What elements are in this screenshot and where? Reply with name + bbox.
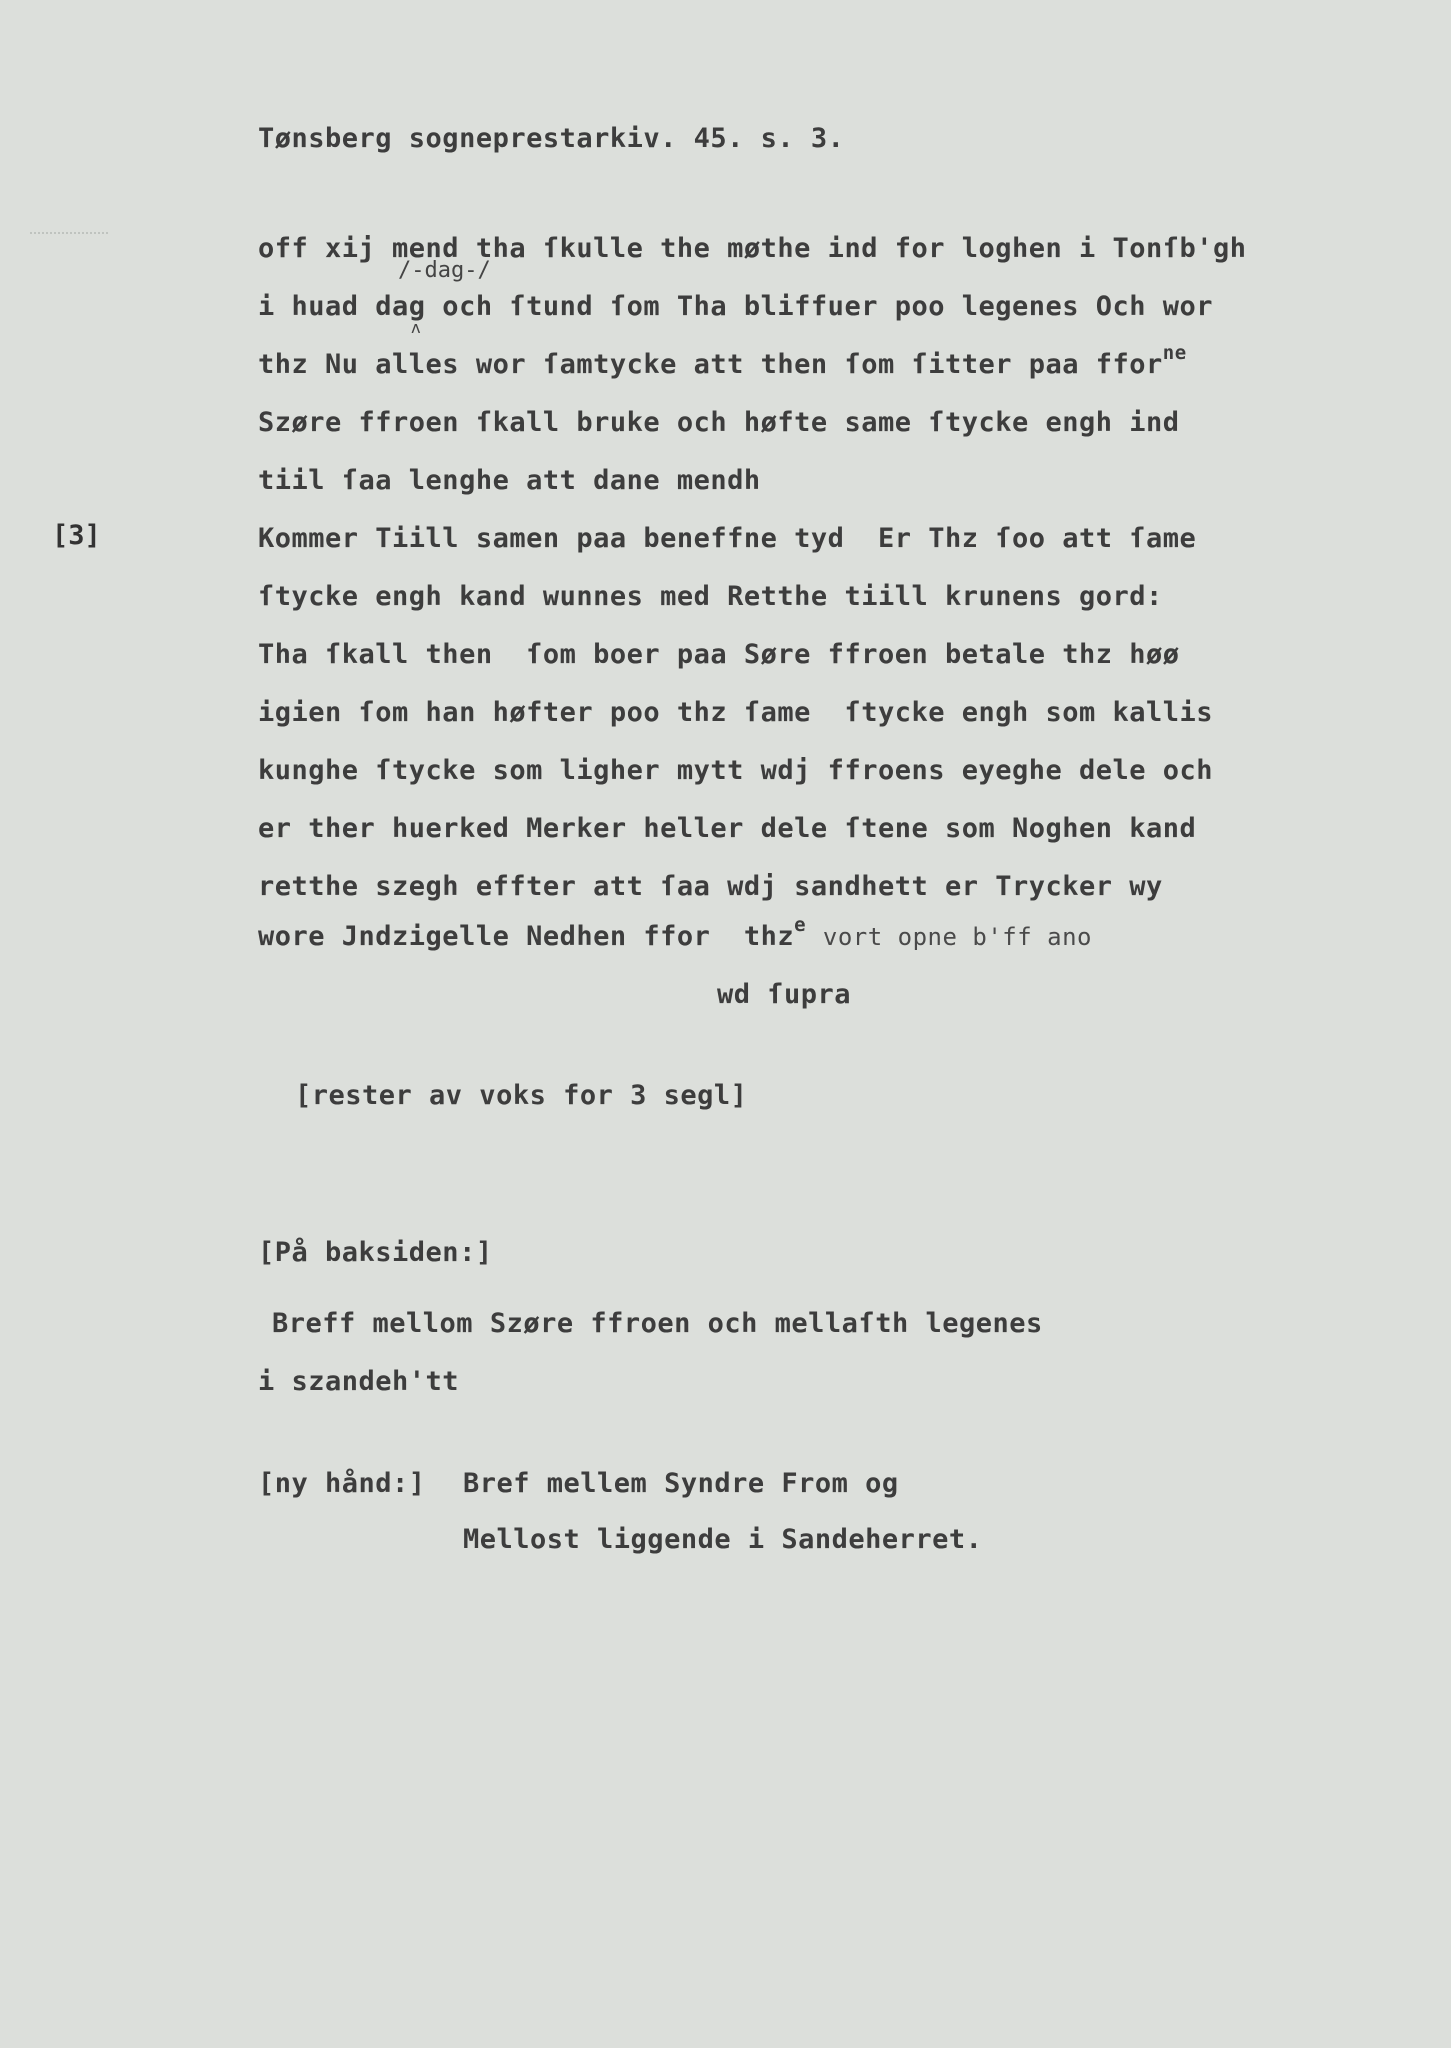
seal-note: [rester av voks for 3 segl] — [295, 1080, 748, 1111]
new-hand-line-1: Bref mellem Syndre From og — [463, 1468, 899, 1499]
faint-margin-mark — [30, 232, 108, 254]
new-hand-label: [ny hånd:] — [258, 1468, 426, 1499]
superscript-ne: ne — [1162, 342, 1187, 364]
body-line-1: off xij mend tha ſkulle the møthe ind for loghen i Tonſb'gh — [258, 233, 1247, 264]
body-line-2: i huad dag och ſtund ſom Tha bliffuer poo legenes Och wor — [258, 291, 1214, 322]
back-line-1: Breff mellom Szøre ffroen och mellaſth legenes — [272, 1308, 1043, 1339]
document-header: Tønsberg sogneprestarkiv. 45. s. 3. — [258, 123, 845, 154]
body-line-9: igien ſom han høfter poo thz ſame ſtycke engh som kallis — [258, 697, 1214, 728]
body-line-6: Kommer Tiill samen paa beneffne tyd Er Thz ſoo att ſame — [258, 523, 1197, 554]
margin-page-number: [3] — [52, 520, 101, 551]
body-line-4: Szøre ffroen ſkall bruke och høfte same ſtycke engh ind — [258, 407, 1180, 438]
back-line-2: i szandeh'tt — [258, 1366, 460, 1397]
body-line-3 — [258, 342, 1187, 380]
body-line-3-text: thz Nu alles wor ſamtycke att then ſom ſitter paa ffor — [258, 349, 1163, 380]
body-line-13-tail: vort opne b'ff ano — [822, 923, 1092, 951]
back-side-label: [På baksiden:] — [258, 1237, 493, 1268]
body-line-7: ſtycke engh kand wunnes med Retthe tiill krunens gord: — [258, 581, 1163, 612]
body-line-10: kunghe ſtycke som ligher mytt wdj ffroens eyeghe dele och — [258, 755, 1214, 786]
body-line-13-text: wore Jndzigelle Nedhen ffor thz — [258, 921, 795, 952]
superscript-e: e — [794, 914, 807, 936]
body-line-13 — [258, 914, 1092, 952]
body-line-8: Tha ſkall then ſom boer paa Søre ffroen betale thz høø — [258, 639, 1180, 670]
closing-line: wd ſupra — [717, 979, 852, 1010]
insertion-note: /-dag-/ — [398, 258, 491, 283]
body-line-12: retthe szegh effter att ſaa wdj sandhett er Trycker wy — [258, 871, 1163, 902]
new-hand-line-2: Mellost liggende i Sandeherret. — [463, 1524, 983, 1555]
insertion-caret: ʌ — [411, 318, 421, 337]
body-line-5: tiil ſaa lenghe att dane mendh — [258, 465, 761, 496]
body-line-11: er ther huerked Merker heller dele ſtene som Noghen kand — [258, 813, 1197, 844]
